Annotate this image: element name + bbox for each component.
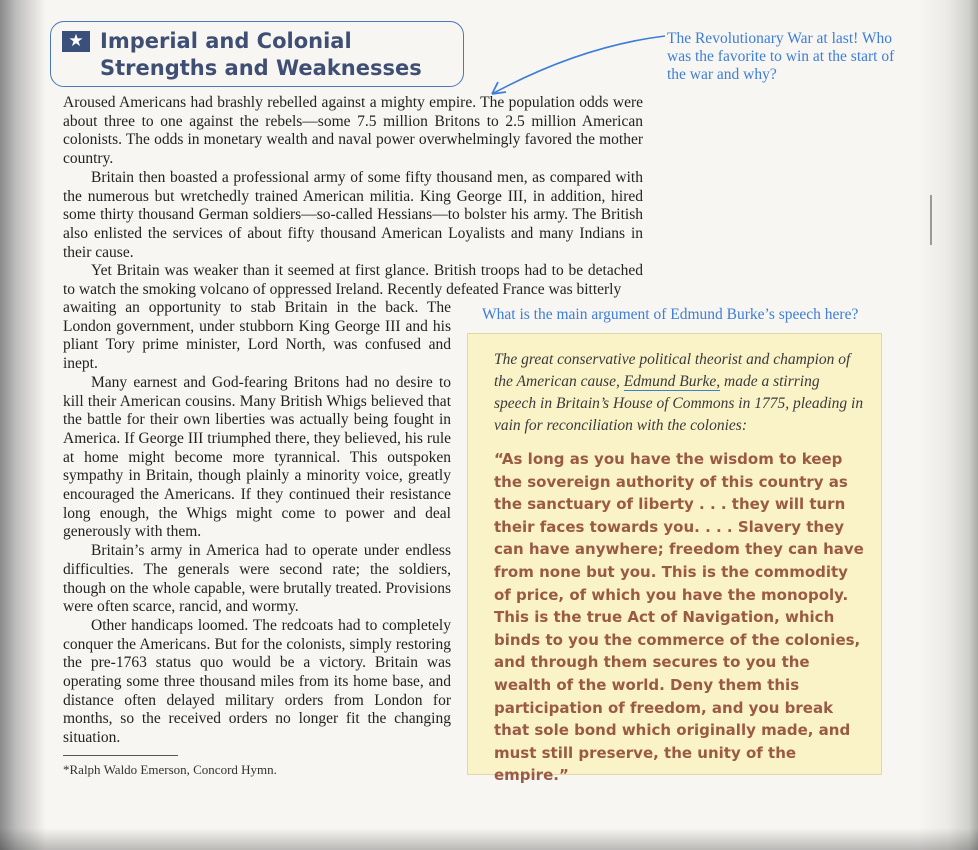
body-paragraph: awaiting an opportunity to stab Britain in the back. The London government, under stubborn King George III and his pliant Tory prime minister, Lord North, was confused and inept.: [63, 299, 451, 373]
body-paragraph: Other handicaps loomed. The redcoats had to completely conquer the Americans. But for the colonists, simply restoring the pre-1763 status quo would be a victory. Britain was operating some three thousand miles from its home base, and distance often delayed military orders from London for months, so the received orders no longer fit the changing situation.: [63, 616, 451, 747]
body-text-narrow-column: [63, 299, 451, 748]
quote-intro: [494, 349, 864, 437]
body-paragraph: Many earnest and God-fearing Britons had no desire to kill their American cousins. Many British Whigs believed that the battle for their own liberties was actually being fought in America. If George III triumphed there, they believed, his rule at home might become more tyrannical. This outspoken sympathy in Britain, though plainly a minority voice, greatly encouraged the Americans. If they continued their resistance long enough, the Whigs might come to power and deal generously with them.: [63, 373, 451, 541]
quote-intro-text: made a stirring speech in Britain’s House of Commons in 1775, pleading in vain for reconciliation with the colonies:: [494, 373, 864, 434]
body-text-wide-column: [63, 94, 643, 300]
body-paragraph: Britain’s army in America had to operate under endless difficulties. The generals were second rate; the soldiers, though on the whole capable, were brutally treated. Provisions were often scarce, rancid, and wormy.: [63, 542, 451, 616]
quote-intro-text: The great conservative political theorist and champion of the American cause,: [494, 351, 851, 390]
footnote-divider: [63, 755, 178, 756]
footnote: *Ralph Waldo Emerson, Concord Hymn.: [63, 762, 277, 777]
body-paragraph: Aroused Americans had brashly rebelled against a mighty empire. The population odds were about three to one against the rebels—some 7.5 million Britons to 2.5 million American colonists. The odds in monetary wealth and naval power overwhelmingly favored the mother country.: [63, 94, 643, 168]
annotation-revolutionary-war: The Revolutionary War at last! Who was the favorite to win at the start of the war and why?: [667, 30, 895, 83]
page-bottom-shadow: [0, 828, 978, 850]
edmund-burke-name: Edmund Burke,: [623, 373, 721, 390]
page-gutter-right: [918, 0, 978, 850]
star-icon: ★: [62, 31, 90, 52]
body-paragraph: Yet Britain was weaker than it seemed at first glance. British troops had to be detached to watch the smoking volcano of oppressed Ireland. Recently defeated France was bitterly: [63, 262, 643, 299]
burke-quote: “As long as you have the wisdom to keep the sovereign authority of this country as the sanctuary of liberty . . . they will turn their faces towards you. . . . Slavery they can have anywhere; freedom they can have from none but you. This is the commodity of price, of which you have the monopoly. This is the true Act of Navigation, which binds to you the commerce of the colonies, and through them secures to you the wealth of the world. Deny them this participation of freedom, and you break that sole bond which originally made, and must still preserve, the unity of the empire.”: [494, 450, 864, 785]
page-gutter-left: [0, 0, 46, 850]
annotation-burke-question: What is the main argument of Edmund Burke’s speech here?: [482, 306, 859, 323]
page-edge-mark: [930, 195, 932, 245]
annotation-arrow-icon: [480, 30, 670, 100]
section-title: Imperial and Colonial Strengths and Weaknesses: [100, 29, 422, 80]
body-paragraph: Britain then boasted a professional army of some fifty thousand men, as compared with the numerous but wretchedly trained American militia. King George III, in addition, hired some thirty thousand German soldiers—so-called Hessians—to bolster his army. The British also enlisted the services of about fifty thousand American Loyalists and many Indians in their cause.: [63, 168, 643, 261]
